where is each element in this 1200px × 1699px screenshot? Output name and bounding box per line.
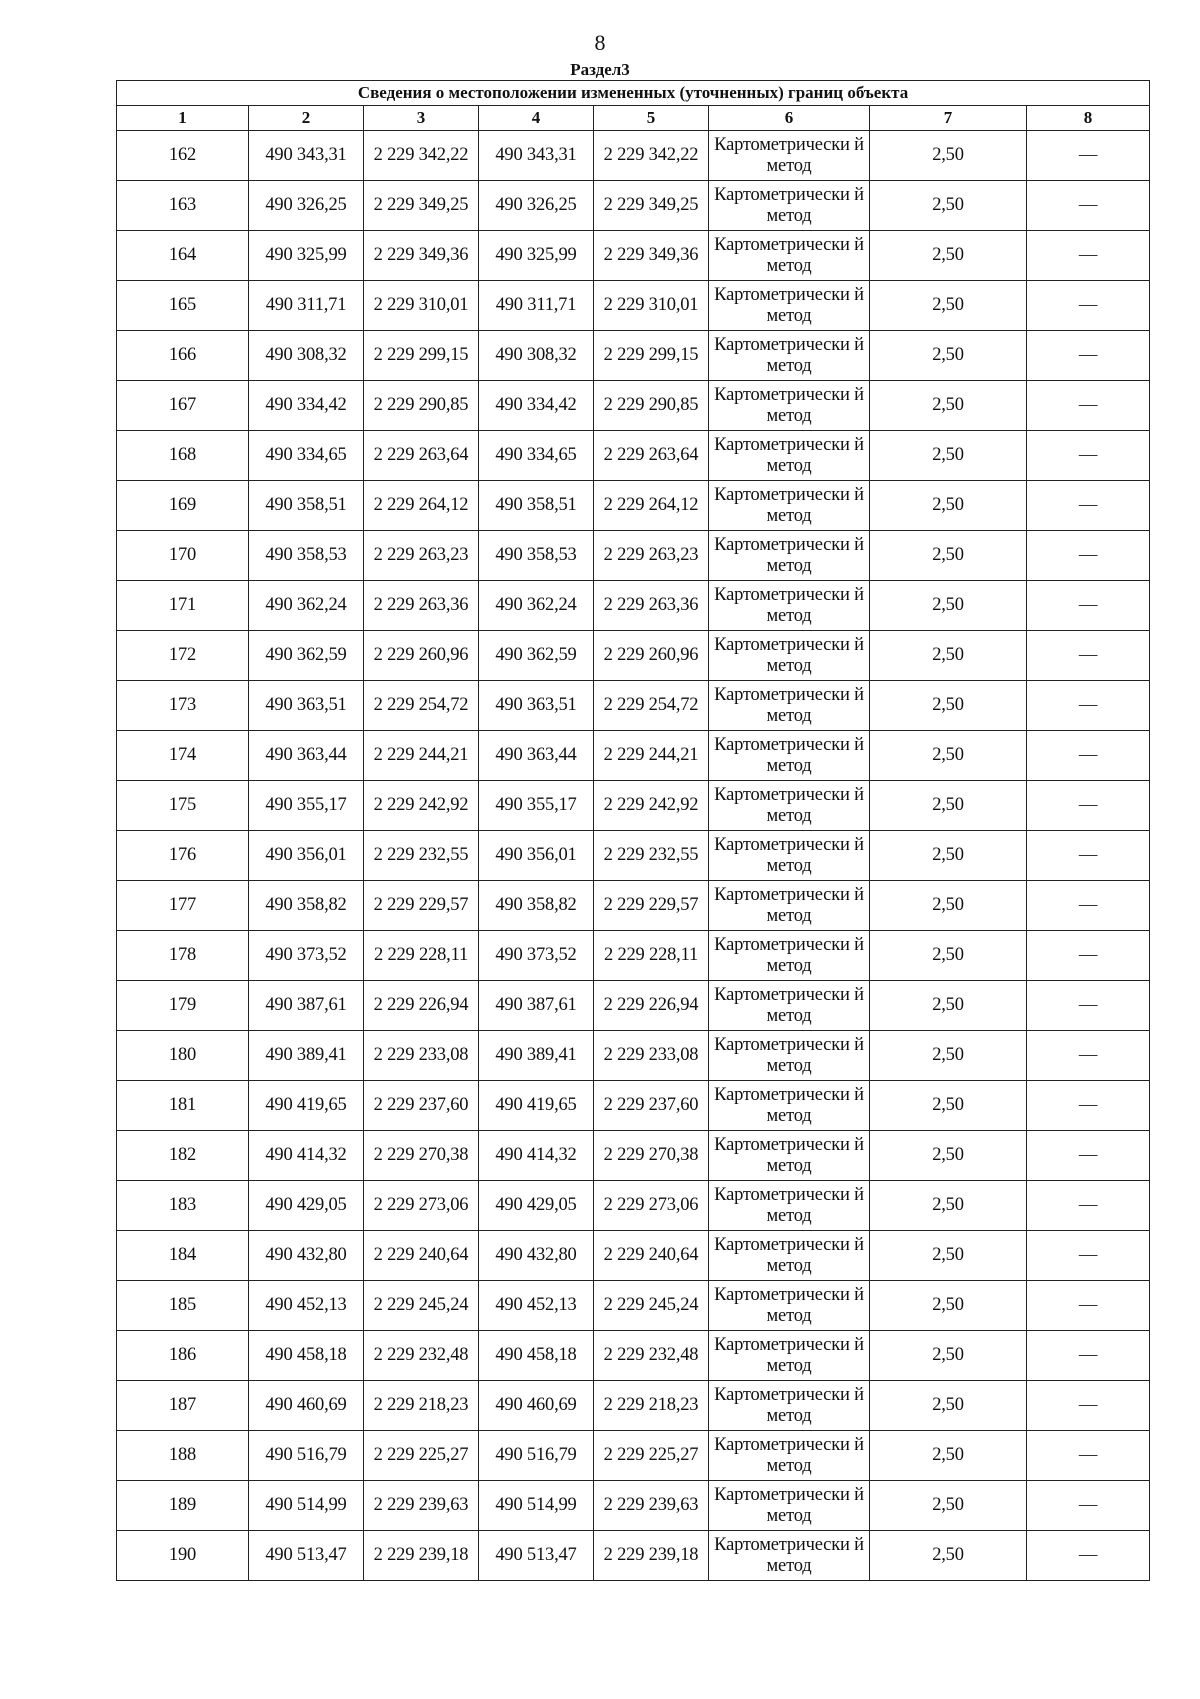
description-cell: — (1027, 681, 1150, 731)
description-cell: — (1027, 1131, 1150, 1181)
y-existing-cell: 2 229 225,27 (364, 1431, 479, 1481)
precision-cell: 2,50 (870, 1131, 1027, 1181)
method-cell: Картометрически й метод (709, 631, 870, 681)
x-refined-cell: 490 513,47 (479, 1531, 594, 1581)
description-cell: — (1027, 1481, 1150, 1531)
precision-cell: 2,50 (870, 381, 1027, 431)
x-existing-cell: 490 358,82 (249, 881, 364, 931)
description-cell: — (1027, 1281, 1150, 1331)
x-refined-cell: 490 325,99 (479, 231, 594, 281)
x-refined-cell: 490 452,13 (479, 1281, 594, 1331)
y-refined-cell: 2 229 240,64 (594, 1231, 709, 1281)
point-number-cell: 182 (117, 1131, 249, 1181)
y-refined-cell: 2 229 239,63 (594, 1481, 709, 1531)
x-refined-cell: 490 414,32 (479, 1131, 594, 1181)
y-refined-cell: 2 229 218,23 (594, 1381, 709, 1431)
precision-cell: 2,50 (870, 1181, 1027, 1231)
y-refined-cell: 2 229 263,64 (594, 431, 709, 481)
table-row (117, 181, 1150, 231)
table-row (117, 131, 1150, 181)
point-number-cell: 179 (117, 981, 249, 1031)
method-cell: Картометрически й метод (709, 281, 870, 331)
method-cell: Картометрически й метод (709, 731, 870, 781)
precision-cell: 2,50 (870, 1331, 1027, 1381)
method-cell: Картометрически й метод (709, 1031, 870, 1081)
method-cell: Картометрически й метод (709, 1431, 870, 1481)
description-cell: — (1027, 581, 1150, 631)
point-number-cell: 185 (117, 1281, 249, 1331)
x-refined-cell: 490 358,82 (479, 881, 594, 931)
table-row (117, 981, 1150, 1031)
description-cell: — (1027, 1181, 1150, 1231)
x-existing-cell: 490 363,44 (249, 731, 364, 781)
method-cell: Картометрически й метод (709, 881, 870, 931)
method-cell: Картометрически й метод (709, 481, 870, 531)
x-existing-cell: 490 458,18 (249, 1331, 364, 1381)
x-refined-cell: 490 356,01 (479, 831, 594, 881)
table-row (117, 681, 1150, 731)
x-existing-cell: 490 419,65 (249, 1081, 364, 1131)
table-row (117, 381, 1150, 431)
x-refined-cell: 490 363,51 (479, 681, 594, 731)
y-existing-cell: 2 229 342,22 (364, 131, 479, 181)
x-refined-cell: 490 343,31 (479, 131, 594, 181)
x-refined-cell: 490 514,99 (479, 1481, 594, 1531)
x-existing-cell: 490 355,17 (249, 781, 364, 831)
y-refined-cell: 2 229 244,21 (594, 731, 709, 781)
table-row (117, 631, 1150, 681)
y-existing-cell: 2 229 242,92 (364, 781, 479, 831)
point-number-cell: 190 (117, 1531, 249, 1581)
precision-cell: 2,50 (870, 681, 1027, 731)
x-existing-cell: 490 389,41 (249, 1031, 364, 1081)
precision-cell: 2,50 (870, 1231, 1027, 1281)
precision-cell: 2,50 (870, 531, 1027, 581)
method-cell: Картометрически й метод (709, 1531, 870, 1581)
method-cell: Картометрически й метод (709, 531, 870, 581)
table-row (117, 1081, 1150, 1131)
x-existing-cell: 490 334,65 (249, 431, 364, 481)
x-refined-cell: 490 363,44 (479, 731, 594, 781)
y-refined-cell: 2 229 310,01 (594, 281, 709, 331)
description-cell: — (1027, 131, 1150, 181)
point-number-cell: 187 (117, 1381, 249, 1431)
x-existing-cell: 490 429,05 (249, 1181, 364, 1231)
x-existing-cell: 490 358,53 (249, 531, 364, 581)
table-caption: Сведения о местоположении измененных (уточненных) границ объекта (117, 81, 1150, 106)
x-existing-cell: 490 460,69 (249, 1381, 364, 1431)
description-cell: — (1027, 231, 1150, 281)
y-refined-cell: 2 229 237,60 (594, 1081, 709, 1131)
y-refined-cell: 2 229 229,57 (594, 881, 709, 931)
method-cell: Картометрически й метод (709, 1231, 870, 1281)
x-existing-cell: 490 513,47 (249, 1531, 364, 1581)
description-cell: — (1027, 1431, 1150, 1481)
table-row (117, 831, 1150, 881)
precision-cell: 2,50 (870, 131, 1027, 181)
x-refined-cell: 490 334,42 (479, 381, 594, 431)
table-row (117, 1531, 1150, 1581)
description-cell: — (1027, 931, 1150, 981)
method-cell: Картометрически й метод (709, 231, 870, 281)
precision-cell: 2,50 (870, 1431, 1027, 1481)
x-refined-cell: 490 387,61 (479, 981, 594, 1031)
y-refined-cell: 2 229 232,55 (594, 831, 709, 881)
y-refined-cell: 2 229 263,23 (594, 531, 709, 581)
y-refined-cell: 2 229 290,85 (594, 381, 709, 431)
y-existing-cell: 2 229 349,25 (364, 181, 479, 231)
table-row (117, 1231, 1150, 1281)
x-refined-cell: 490 429,05 (479, 1181, 594, 1231)
y-existing-cell: 2 229 264,12 (364, 481, 479, 531)
method-cell: Картометрически й метод (709, 1331, 870, 1381)
precision-cell: 2,50 (870, 481, 1027, 531)
column-number: 5 (594, 106, 709, 131)
y-refined-cell: 2 229 349,36 (594, 231, 709, 281)
x-refined-cell: 490 373,52 (479, 931, 594, 981)
x-existing-cell: 490 452,13 (249, 1281, 364, 1331)
description-cell: — (1027, 1331, 1150, 1381)
y-refined-cell: 2 229 242,92 (594, 781, 709, 831)
y-existing-cell: 2 229 233,08 (364, 1031, 479, 1081)
y-existing-cell: 2 229 245,24 (364, 1281, 479, 1331)
x-existing-cell: 490 516,79 (249, 1431, 364, 1481)
y-existing-cell: 2 229 263,64 (364, 431, 479, 481)
y-existing-cell: 2 229 232,48 (364, 1331, 479, 1381)
x-existing-cell: 490 311,71 (249, 281, 364, 331)
point-number-cell: 178 (117, 931, 249, 981)
point-number-cell: 170 (117, 531, 249, 581)
y-refined-cell: 2 229 270,38 (594, 1131, 709, 1181)
method-cell: Картометрически й метод (709, 381, 870, 431)
column-number: 6 (709, 106, 870, 131)
table-row (117, 1331, 1150, 1381)
y-refined-cell: 2 229 226,94 (594, 981, 709, 1031)
description-cell: — (1027, 781, 1150, 831)
precision-cell: 2,50 (870, 331, 1027, 381)
point-number-cell: 164 (117, 231, 249, 281)
y-existing-cell: 2 229 310,01 (364, 281, 479, 331)
point-number-cell: 169 (117, 481, 249, 531)
description-cell: — (1027, 1381, 1150, 1431)
point-number-cell: 174 (117, 731, 249, 781)
table-row (117, 581, 1150, 631)
x-refined-cell: 490 389,41 (479, 1031, 594, 1081)
table-row (117, 281, 1150, 331)
description-cell: — (1027, 481, 1150, 531)
x-existing-cell: 490 514,99 (249, 1481, 364, 1531)
y-existing-cell: 2 229 290,85 (364, 381, 479, 431)
description-cell: — (1027, 331, 1150, 381)
table-row (117, 531, 1150, 581)
precision-cell: 2,50 (870, 931, 1027, 981)
precision-cell: 2,50 (870, 631, 1027, 681)
y-refined-cell: 2 229 225,27 (594, 1431, 709, 1481)
table-row (117, 481, 1150, 531)
point-number-cell: 171 (117, 581, 249, 631)
precision-cell: 2,50 (870, 831, 1027, 881)
y-refined-cell: 2 229 263,36 (594, 581, 709, 631)
y-existing-cell: 2 229 228,11 (364, 931, 479, 981)
x-refined-cell: 490 334,65 (479, 431, 594, 481)
table-row (117, 231, 1150, 281)
x-existing-cell: 490 308,32 (249, 331, 364, 381)
x-refined-cell: 490 432,80 (479, 1231, 594, 1281)
method-cell: Картометрически й метод (709, 1081, 870, 1131)
x-refined-cell: 490 362,24 (479, 581, 594, 631)
precision-cell: 2,50 (870, 1031, 1027, 1081)
precision-cell: 2,50 (870, 781, 1027, 831)
method-cell: Картометрически й метод (709, 131, 870, 181)
point-number-cell: 167 (117, 381, 249, 431)
y-refined-cell: 2 229 273,06 (594, 1181, 709, 1231)
x-refined-cell: 490 460,69 (479, 1381, 594, 1431)
precision-cell: 2,50 (870, 1531, 1027, 1581)
point-number-cell: 183 (117, 1181, 249, 1231)
precision-cell: 2,50 (870, 231, 1027, 281)
x-refined-cell: 490 358,51 (479, 481, 594, 531)
x-existing-cell: 490 343,31 (249, 131, 364, 181)
column-number: 8 (1027, 106, 1150, 131)
description-cell: — (1027, 831, 1150, 881)
description-cell: — (1027, 281, 1150, 331)
point-number-cell: 163 (117, 181, 249, 231)
y-existing-cell: 2 229 239,63 (364, 1481, 479, 1531)
column-number: 4 (479, 106, 594, 131)
x-refined-cell: 490 362,59 (479, 631, 594, 681)
y-refined-cell: 2 229 260,96 (594, 631, 709, 681)
table-row (117, 331, 1150, 381)
y-existing-cell: 2 229 260,96 (364, 631, 479, 681)
description-cell: — (1027, 431, 1150, 481)
method-cell: Картометрически й метод (709, 1281, 870, 1331)
point-number-cell: 189 (117, 1481, 249, 1531)
x-existing-cell: 490 363,51 (249, 681, 364, 731)
x-refined-cell: 490 419,65 (479, 1081, 594, 1131)
precision-cell: 2,50 (870, 181, 1027, 231)
description-cell: — (1027, 1231, 1150, 1281)
table-row (117, 731, 1150, 781)
table-row (117, 431, 1150, 481)
boundary-coordinates-table (116, 80, 1150, 1581)
point-number-cell: 175 (117, 781, 249, 831)
y-refined-cell: 2 229 245,24 (594, 1281, 709, 1331)
y-existing-cell: 2 229 244,21 (364, 731, 479, 781)
method-cell: Картометрически й метод (709, 431, 870, 481)
precision-cell: 2,50 (870, 1081, 1027, 1131)
description-cell: — (1027, 181, 1150, 231)
point-number-cell: 162 (117, 131, 249, 181)
column-number: 1 (117, 106, 249, 131)
x-existing-cell: 490 362,24 (249, 581, 364, 631)
point-number-cell: 176 (117, 831, 249, 881)
precision-cell: 2,50 (870, 731, 1027, 781)
y-existing-cell: 2 229 237,60 (364, 1081, 479, 1131)
precision-cell: 2,50 (870, 1381, 1027, 1431)
column-number-row (117, 106, 1150, 131)
method-cell: Картометрически й метод (709, 981, 870, 1031)
y-refined-cell: 2 229 233,08 (594, 1031, 709, 1081)
point-number-cell: 177 (117, 881, 249, 931)
table-row (117, 1381, 1150, 1431)
y-existing-cell: 2 229 349,36 (364, 231, 479, 281)
table-row (117, 1031, 1150, 1081)
y-existing-cell: 2 229 299,15 (364, 331, 479, 381)
y-existing-cell: 2 229 232,55 (364, 831, 479, 881)
x-existing-cell: 490 362,59 (249, 631, 364, 681)
precision-cell: 2,50 (870, 581, 1027, 631)
description-cell: — (1027, 731, 1150, 781)
y-existing-cell: 2 229 270,38 (364, 1131, 479, 1181)
method-cell: Картометрически й метод (709, 781, 870, 831)
x-refined-cell: 490 308,32 (479, 331, 594, 381)
precision-cell: 2,50 (870, 1281, 1027, 1331)
method-cell: Картометрически й метод (709, 681, 870, 731)
x-refined-cell: 490 358,53 (479, 531, 594, 581)
point-number-cell: 165 (117, 281, 249, 331)
description-cell: — (1027, 381, 1150, 431)
column-number: 7 (870, 106, 1027, 131)
column-number: 3 (364, 106, 479, 131)
x-refined-cell: 490 516,79 (479, 1431, 594, 1481)
precision-cell: 2,50 (870, 981, 1027, 1031)
y-refined-cell: 2 229 342,22 (594, 131, 709, 181)
method-cell: Картометрически й метод (709, 1481, 870, 1531)
method-cell: Картометрически й метод (709, 1381, 870, 1431)
point-number-cell: 188 (117, 1431, 249, 1481)
y-existing-cell: 2 229 239,18 (364, 1531, 479, 1581)
y-existing-cell: 2 229 229,57 (364, 881, 479, 931)
y-existing-cell: 2 229 254,72 (364, 681, 479, 731)
point-number-cell: 172 (117, 631, 249, 681)
table-row (117, 881, 1150, 931)
method-cell: Картометрически й метод (709, 331, 870, 381)
point-number-cell: 180 (117, 1031, 249, 1081)
x-refined-cell: 490 311,71 (479, 281, 594, 331)
method-cell: Картометрически й метод (709, 581, 870, 631)
y-existing-cell: 2 229 273,06 (364, 1181, 479, 1231)
point-number-cell: 168 (117, 431, 249, 481)
y-refined-cell: 2 229 232,48 (594, 1331, 709, 1381)
x-existing-cell: 490 358,51 (249, 481, 364, 531)
description-cell: — (1027, 631, 1150, 681)
y-refined-cell: 2 229 349,25 (594, 181, 709, 231)
x-existing-cell: 490 387,61 (249, 981, 364, 1031)
precision-cell: 2,50 (870, 431, 1027, 481)
point-number-cell: 181 (117, 1081, 249, 1131)
x-refined-cell: 490 355,17 (479, 781, 594, 831)
point-number-cell: 173 (117, 681, 249, 731)
y-refined-cell: 2 229 254,72 (594, 681, 709, 731)
y-refined-cell: 2 229 264,12 (594, 481, 709, 531)
y-existing-cell: 2 229 218,23 (364, 1381, 479, 1431)
y-existing-cell: 2 229 263,36 (364, 581, 479, 631)
description-cell: — (1027, 1531, 1150, 1581)
y-refined-cell: 2 229 239,18 (594, 1531, 709, 1581)
description-cell: — (1027, 1081, 1150, 1131)
precision-cell: 2,50 (870, 1481, 1027, 1531)
description-cell: — (1027, 881, 1150, 931)
table-body (117, 131, 1150, 1581)
point-number-cell: 186 (117, 1331, 249, 1381)
column-number: 2 (249, 106, 364, 131)
method-cell: Картометрически й метод (709, 1131, 870, 1181)
y-refined-cell: 2 229 299,15 (594, 331, 709, 381)
precision-cell: 2,50 (870, 881, 1027, 931)
method-cell: Картометрически й метод (709, 1181, 870, 1231)
section-title: Раздел3 (570, 60, 630, 79)
method-cell: Картометрически й метод (709, 181, 870, 231)
table-row (117, 1431, 1150, 1481)
table-row (117, 1131, 1150, 1181)
y-existing-cell: 2 229 263,23 (364, 531, 479, 581)
table-row (117, 931, 1150, 981)
x-existing-cell: 490 334,42 (249, 381, 364, 431)
x-refined-cell: 490 458,18 (479, 1331, 594, 1381)
y-existing-cell: 2 229 226,94 (364, 981, 479, 1031)
x-existing-cell: 490 432,80 (249, 1231, 364, 1281)
x-existing-cell: 490 326,25 (249, 181, 364, 231)
x-refined-cell: 490 326,25 (479, 181, 594, 231)
page-number: 8 (594, 30, 606, 55)
y-existing-cell: 2 229 240,64 (364, 1231, 479, 1281)
x-existing-cell: 490 325,99 (249, 231, 364, 281)
y-refined-cell: 2 229 228,11 (594, 931, 709, 981)
precision-cell: 2,50 (870, 281, 1027, 331)
point-number-cell: 166 (117, 331, 249, 381)
description-cell: — (1027, 531, 1150, 581)
method-cell: Картометрически й метод (709, 931, 870, 981)
x-existing-cell: 490 373,52 (249, 931, 364, 981)
description-cell: — (1027, 1031, 1150, 1081)
table-row (117, 781, 1150, 831)
x-existing-cell: 490 356,01 (249, 831, 364, 881)
table-row (117, 1481, 1150, 1531)
x-existing-cell: 490 414,32 (249, 1131, 364, 1181)
method-cell: Картометрически й метод (709, 831, 870, 881)
table-row (117, 1281, 1150, 1331)
point-number-cell: 184 (117, 1231, 249, 1281)
description-cell: — (1027, 981, 1150, 1031)
table-row (117, 1181, 1150, 1231)
